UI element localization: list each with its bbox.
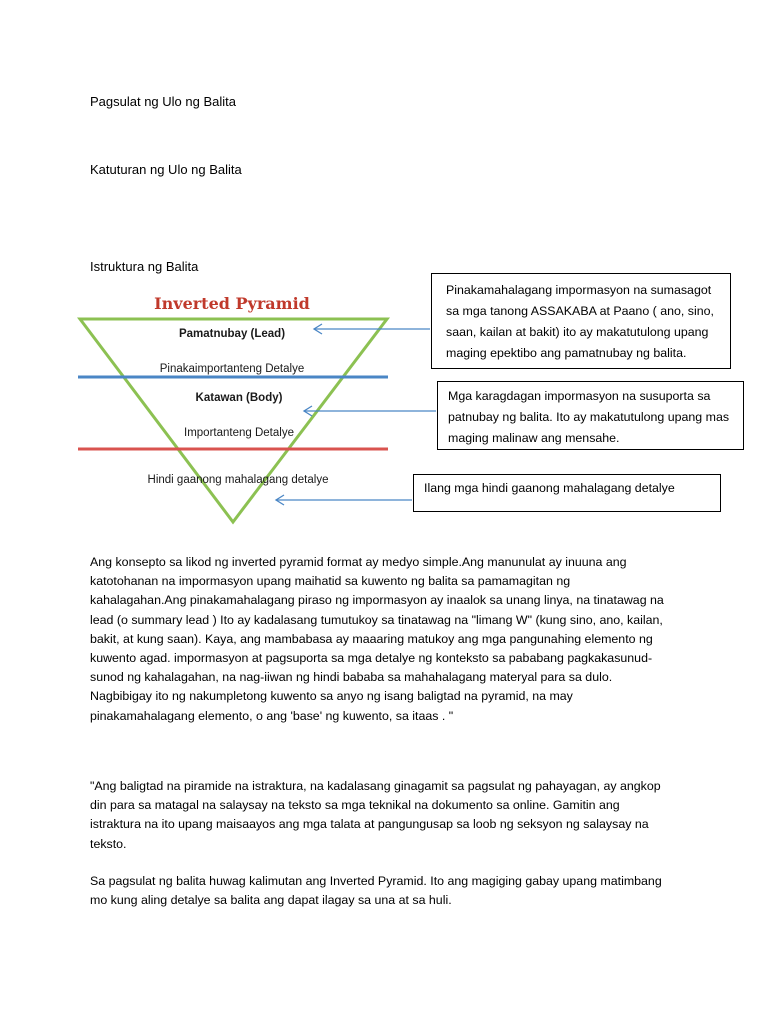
callout-tail: [413, 474, 721, 512]
heading-istruktura: Istruktura ng Balita: [90, 259, 199, 274]
callout-tail-line: Ilang mga hindi gaanong mahalagang detalye: [424, 481, 675, 495]
pyramid-label-most-important: Pinakaimportanteng Detalye: [159, 363, 305, 375]
pyramid-title: Inverted Pyramid: [154, 294, 310, 313]
arrow-body: [304, 406, 436, 416]
callout-body-line: maging malinaw ang mensahe.: [448, 431, 620, 445]
text-line: sunod ng kahalagahan, na nag-iiwan ng hindi bababa sa mahahalagang materyal para sa dulo.: [90, 670, 613, 685]
pyramid-label-least-important: Hindi gaanong mahalagang detalye: [147, 474, 329, 486]
text-line: "Ang baligtad na piramide na istraktura, na kadalasang ginagamit sa pagsulat ng pahayagan, ay angkop: [90, 779, 661, 793]
callout-body-line: patnubay ng balita. Ito ay makatutulong upang mas: [448, 410, 730, 424]
text-line: kuwento agad. impormasyon at pagsuporta sa mga detalye ng konteksto sa pababang pagkakasunud-: [90, 651, 653, 666]
paragraph-structure-usage: [90, 777, 661, 854]
callout-lead-line: sa mga tanong ASSAKABA at Paano ( ano, sino,: [446, 304, 714, 318]
callout-lead-line: Pinakamahalagang impormasyon na sumasagot: [446, 283, 712, 297]
text-line: teksto.: [90, 836, 127, 851]
text-line: Nagbibigay ito ng nakumpletong kuwento sa anyo ng isang baligtad na pyramid, na may: [90, 689, 573, 704]
text-line: Ang konsepto sa likod ng inverted pyramid format ay medyo simple.Ang manunulat ay inuuna ang: [90, 555, 627, 569]
arrow-tail: [276, 495, 412, 505]
callout-body-line: Mga karagdagan impormasyon na susuporta sa: [448, 389, 711, 403]
text-line: din para sa matagal na salaysay na teksto sa mga teknikal na dokumento sa online. Gamitin ang: [90, 798, 620, 813]
paragraph-reminder: [90, 872, 662, 910]
text-line: lead (o summary lead ) Ito ay kadalasang tumutukoy sa tinatawag na "limang W" (kung sino, ano, kailan,: [90, 612, 663, 627]
callout-lead: [431, 273, 731, 369]
callout-lead-line: saan, kailan at bakit) ito ay makatutulong upang: [446, 325, 709, 339]
callout-lead-line: maging epektibo ang pamatnubay ng balita.: [446, 346, 687, 360]
pyramid-label-important: Importanteng Detalye: [184, 427, 294, 439]
pyramid-outline: [80, 319, 387, 522]
text-line: katotohanan na impormasyon upang maihatid sa kuwento ng balita sa pamamagitan ng: [90, 574, 571, 589]
heading-pagsulat: Pagsulat ng Ulo ng Balita: [90, 94, 236, 109]
pyramid-label-body: Katawan (Body): [195, 392, 283, 404]
text-line: pinakamahalagang elemento, o ang 'base' ng kuwento, sa itaas . ": [90, 708, 454, 723]
paragraph-inverted-pyramid-concept: [90, 553, 664, 726]
text-line: kahalagahan.Ang pinakamahalagang piraso ng impormasyon ay inaalok sa unang linya, na tinatawag na: [90, 593, 664, 608]
arrow-lead: [314, 324, 430, 334]
text-line: Sa pagsulat ng balita huwag kalimutan ang Inverted Pyramid. Ito ang magiging gabay upang matimbang: [90, 874, 662, 888]
text-line: istraktura na ito upang maisaayos ang mga talata at pangungusap sa loob ng seksyon ng salaysay na: [90, 817, 649, 832]
text-line: mo kung aling detalye sa balita ang dapat ilagay sa una at sa huli.: [90, 893, 452, 908]
heading-katuturan: Katuturan ng Ulo ng Balita: [90, 162, 242, 177]
callout-body: [437, 381, 744, 450]
pyramid-label-lead: Pamatnubay (Lead): [178, 328, 286, 340]
text-line: bakit, at kung saan). Kaya, ang mambabasa ay maaaring matukoy ang mga pangunahing elemento ng: [90, 631, 653, 646]
